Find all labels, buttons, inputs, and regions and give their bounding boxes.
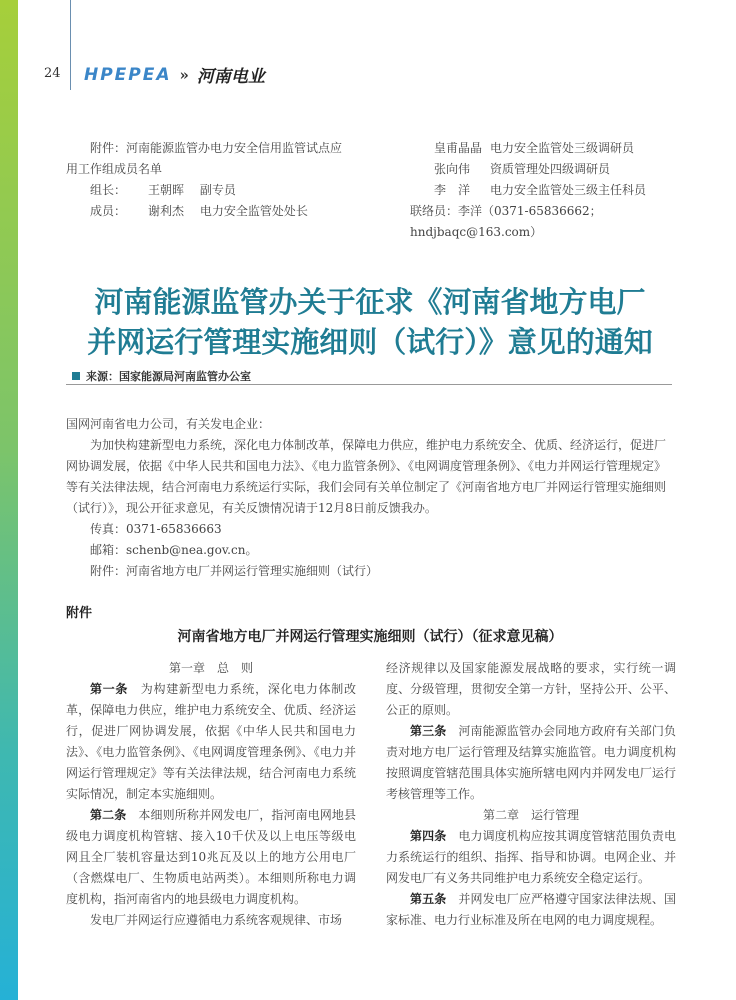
- article-3: [386, 721, 676, 805]
- page-number: 24: [44, 66, 61, 81]
- article-text: 为构建新型电力系统，深化电力体制改革，保障电力供应，维护电力系统安全、优质、经济运行，促进厂网协调发展，依据《中华人民共和国电力法》、《电力监管条例》、《电网调度管理条例》、《电力并网运行管理规定》等有关法律法规，结合河南电力系统实际情况，制定本实施细则。: [66, 682, 356, 801]
- previous-article-tail-left: [66, 138, 366, 222]
- right-column: [386, 658, 676, 931]
- member-name: 张向伟: [434, 162, 471, 176]
- article-2: [66, 805, 356, 910]
- member-row-1: [410, 138, 710, 159]
- article-title: [60, 282, 680, 362]
- member-value: 谢利杰 电力安全监管处处长: [148, 204, 308, 218]
- chapter-heading: 第一章 总 则: [168, 661, 253, 675]
- member-name: 皇甫晶晶: [434, 141, 483, 155]
- attachment-line: 附件：河南能源监管办电力安全信用监管试点应: [90, 141, 343, 155]
- addressee: 国网河南省电力公司，有关发电企业：: [66, 417, 271, 431]
- side-color-bar: [0, 0, 18, 1000]
- member-name: 李 洋: [434, 183, 471, 197]
- article-text: 并网发电厂应严格遵守国家法律法规、国家标准、电力行业标准及所在电网的电力调度规程。: [386, 892, 676, 927]
- email-line: 邮箱：schenb@nea.gov.cn。: [90, 543, 258, 557]
- article-label: 第二条: [90, 808, 127, 822]
- square-bullet-icon: [72, 372, 80, 380]
- source-divider: [66, 384, 672, 385]
- left-column: [66, 658, 356, 931]
- previous-article-tail-right: [410, 138, 710, 243]
- leader-key: 组长：: [90, 183, 127, 197]
- article-source: [72, 368, 251, 384]
- article-label: 第五条: [410, 892, 447, 906]
- article-5: [386, 889, 676, 931]
- member-row: [66, 201, 366, 222]
- member-role: 电力安全监管处三级调研员: [490, 141, 635, 155]
- paragraph: 发电厂并网运行应遵循电力系统客观规律、市场: [90, 913, 343, 927]
- leader-value: 王朝晖 副专员: [148, 183, 236, 197]
- brand-chinese: 河南电业: [196, 67, 265, 87]
- article-title-line-2: 并网运行管理实施细则（试行）》意见的通知: [87, 325, 653, 359]
- brand-arrow: »: [179, 65, 189, 84]
- article-label: 第一条: [90, 682, 129, 696]
- header-divider: [70, 0, 71, 90]
- member-role: 电力安全监管处三级主任科员: [490, 183, 647, 197]
- annex-label: 附件: [66, 606, 93, 621]
- article-label: 第三条: [410, 724, 447, 738]
- attachment-line: 附件：河南省地方电厂并网运行管理实施细则（试行）: [90, 564, 379, 578]
- member-row-3: [410, 180, 710, 201]
- fax-line: 传真：0371-65836663: [90, 522, 222, 536]
- brand-english: HPEPEA: [84, 64, 172, 85]
- contact-line: 联络员：李洋（0371-65836662；hndjbaqc@163.com）: [410, 204, 602, 239]
- member-row-2: [410, 159, 710, 180]
- article-text: 河南能源监管办会同地方政府有关部门负责对地方电厂运行管理及结算实施监管。电力调度机构按照调度管辖范围具体实施所辖电网内并网发电厂运行考核管理等工作。: [386, 724, 676, 801]
- article-1: [66, 679, 356, 805]
- article-text: 本细则所称并网发电厂，指河南电网地县级电力调度机构管辖、接入10千伏及以上电压等级电网且全厂装机容量达到10兆瓦及以上的地方公用电厂（含燃煤电厂、生物质电站两类）。本细则所称电力调度机构，指河南省内的地县级电力调度机构。: [66, 808, 356, 906]
- article-label: 第四条: [410, 829, 447, 843]
- paragraph-continued: 经济规律以及国家能源发展战略的要求，实行统一调度、分级管理，贯彻安全第一方针，坚持公开、公平、公正的原则。: [386, 661, 676, 717]
- attachment-line-cont: 用工作组成员名单: [66, 162, 163, 176]
- source-text: 来源：国家能源局河南监管办公室: [86, 370, 251, 383]
- notice-paragraph: 为加快构建新型电力系统，深化电力体制改革，保障电力供应，维护电力系统安全、优质、经济运行，促进厂网协调发展，依据《中华人民共和国电力法》、《电力监管条例》、《电网调度管理条例》、《电力并网运行管理规定》等有关法律法规，结合河南电力系统运行实际，我们会同有关单位制定了《河南省地方电厂并网运行管理实施细则（试行）》，现公开征求意见，有关反馈情况请于12月8日前反馈我办。: [66, 438, 667, 515]
- chapter-heading: 第二章 运行管理: [482, 808, 579, 822]
- article-title-line-1: 河南能源监管办关于征求《河南省地方电厂: [94, 285, 646, 319]
- magazine-brand: [84, 62, 265, 87]
- article-text: 电力调度机构应按其调度管辖范围负责电力系统运行的组织、指挥、指导和协调。电网企业、并网发电厂有义务共同维护电力系统安全稳定运行。: [386, 829, 676, 885]
- member-role: 资质管理处四级调研员: [490, 162, 611, 176]
- member-key: 成员：: [90, 204, 127, 218]
- notice-body: [66, 414, 674, 582]
- leader-row: [66, 180, 366, 201]
- article-4: [386, 826, 676, 889]
- annex-title: 河南省地方电厂并网运行管理实施细则（试行）（征求意见稿）: [177, 629, 563, 645]
